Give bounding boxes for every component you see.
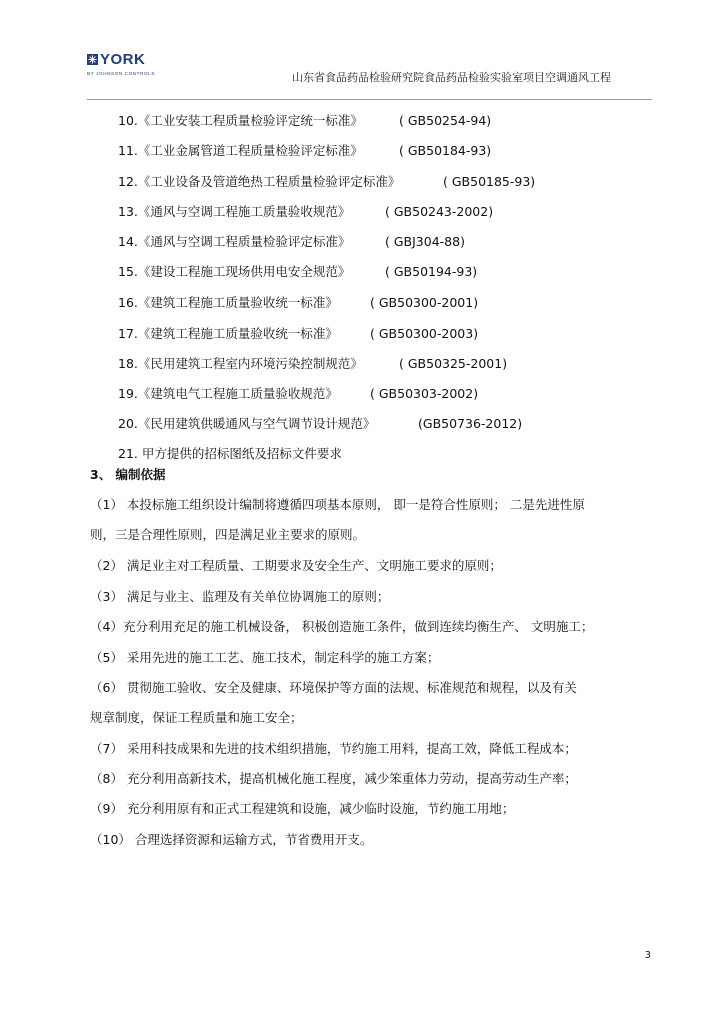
standard-item	[118, 295, 479, 311]
standard-name: 14.《通风与空调工程质量检验评定标准》	[118, 234, 351, 249]
paragraph-line: （7） 采用科技成果和先进的技术组织措施，节约施工用料，提高工效，降低工程成本；	[90, 741, 577, 756]
logo-subtitle: BY JOHNSON CONTROLS	[87, 71, 155, 76]
paragraph-line: （5） 采用先进的施工工艺、施工技术，制定科学的施工方案；	[90, 650, 440, 665]
logo-wordmark: YORK	[100, 51, 146, 68]
standard-code: ( GB50243-2002)	[385, 204, 494, 219]
section-heading: 3、 编制依据	[90, 467, 166, 482]
standard-code: ( GB50300-2001)	[370, 295, 479, 310]
standard-item	[118, 234, 465, 250]
standard-code: ( GB50184-93)	[399, 143, 492, 158]
standard-code: ( GBJ304-88)	[385, 234, 465, 249]
paragraph-line: （8） 充分利用高新技术，提高机械化施工程度，减少笨重体力劳动，提高劳动生产率；	[90, 771, 577, 786]
standard-code: (GB50736-2012)	[418, 416, 523, 431]
paragraph-line: （9） 充分利用原有和正式工程建筑和设施，减少临时设施，节约施工用地；	[90, 801, 515, 816]
document-header-title: 山东省食品药品检验研究院食品药品检验实验室项目空调通风工程	[292, 71, 611, 84]
standard-name: 17.《建筑工程施工质量验收统一标准》	[118, 326, 338, 341]
standard-code: ( GB50254-94)	[399, 113, 492, 128]
standard-item	[118, 446, 342, 462]
paragraph-line: （10） 合理选择资源和运输方式，节省费用开支。	[90, 832, 373, 847]
standard-item	[118, 264, 478, 280]
standard-code: ( GB50185-93)	[443, 174, 536, 189]
standard-item	[118, 143, 492, 159]
standard-name: 11.《工业金属管道工程质量检验评定标准》	[118, 143, 363, 158]
standard-item	[118, 416, 523, 432]
paragraph-line: 则，三是合理性原则，四是满足业主要求的原则。	[90, 527, 366, 542]
standard-name: 16.《建筑工程施工质量验收统一标准》	[118, 295, 338, 310]
paragraph-line: （1） 本投标施工组织设计编制将遵循四项基本原则， 即一是符合性原则； 二是先进性原	[90, 497, 585, 512]
paragraph-line: （4）充分利用充足的施工机械设备， 积极创造施工条件，做到连续均衡生产、 文明施工；	[90, 619, 594, 634]
standard-item	[118, 326, 479, 342]
page-number: 3	[644, 950, 651, 961]
standard-item	[118, 356, 508, 372]
standard-item	[118, 386, 479, 402]
standard-name: 19.《建筑电气工程施工质量验收规范》	[118, 386, 338, 401]
standard-code: ( GB50194-93)	[385, 264, 478, 279]
standard-item	[118, 204, 494, 220]
standard-name: 13.《通风与空调工程施工质量验收规范》	[118, 204, 351, 219]
standard-name: 12.《工业设备及管道绝热工程质量检验评定标准》	[118, 174, 401, 189]
york-snowflake-icon	[87, 54, 98, 65]
header-divider	[87, 99, 652, 100]
paragraph-line: （6） 贯彻施工验收、安全及健康、环境保护等方面的法规、标准规范和规程，以及有关	[90, 680, 577, 695]
standard-code: ( GB50300-2003)	[370, 326, 479, 341]
standard-name: 15.《建设工程施工现场供用电安全规范》	[118, 264, 351, 279]
standard-name: 10.《工业安装工程质量检验评定统一标准》	[118, 113, 363, 128]
standard-code: ( GB50325-2001)	[399, 356, 508, 371]
paragraph-line: （2） 满足业主对工程质量、工期要求及安全生产、文明施工要求的原则；	[90, 558, 502, 573]
standard-item	[118, 113, 492, 129]
paragraph-line: 规章制度，保证工程质量和施工安全；	[90, 710, 303, 725]
standard-name: 21. 甲方提供的招标图纸及招标文件要求	[118, 446, 342, 461]
standard-code: ( GB50303-2002)	[370, 386, 479, 401]
standard-name: 20.《民用建筑供暖通风与空气调节设计规范》	[118, 416, 376, 431]
paragraph-line: （3） 满足与业主、监理及有关单位协调施工的原则；	[90, 589, 390, 604]
standard-name: 18.《民用建筑工程室内环境污染控制规范》	[118, 356, 363, 371]
standard-item	[118, 174, 536, 190]
york-logo	[87, 51, 167, 80]
